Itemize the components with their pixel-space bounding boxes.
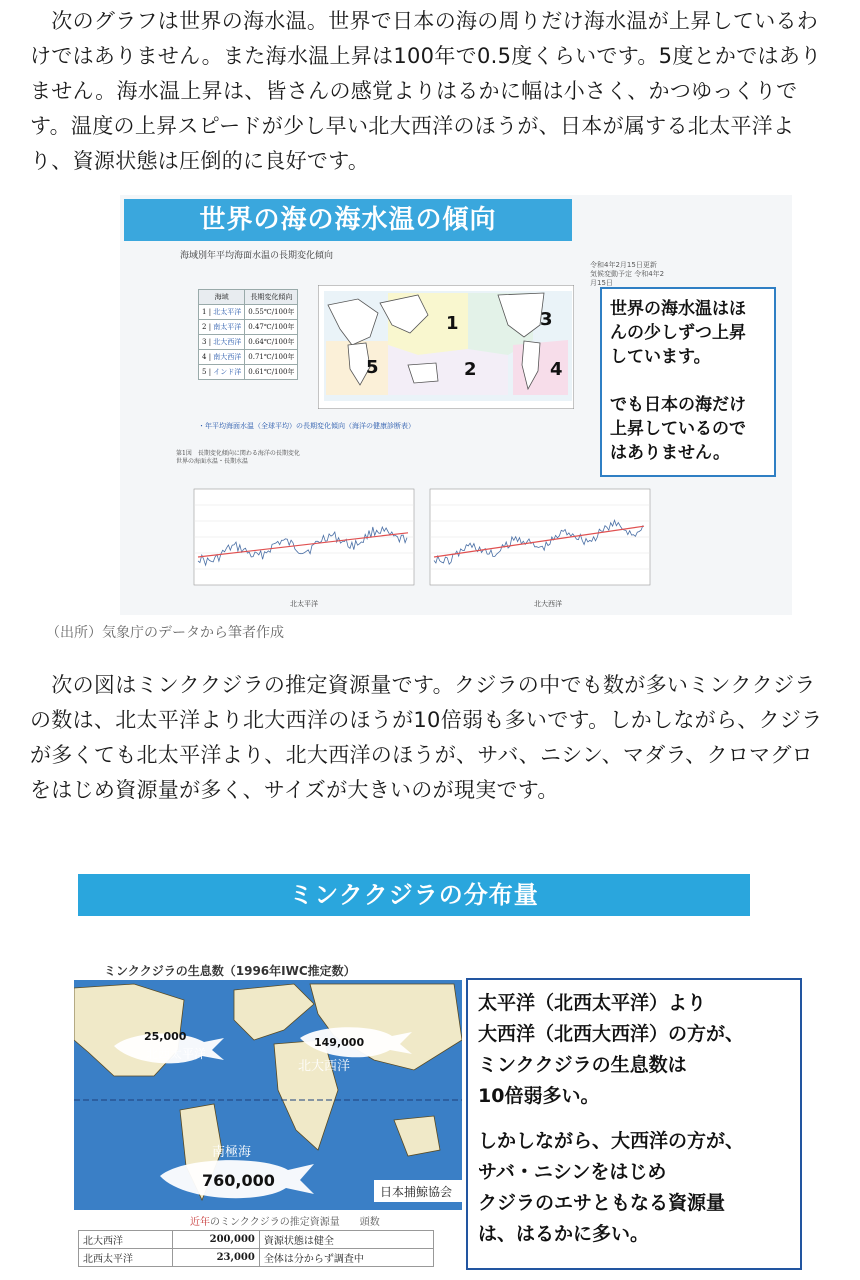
ocean-region-map — [318, 285, 574, 409]
map-title: ミンククジラの生息数（1996年IWC推定数） — [104, 964, 356, 978]
table-row: 2 | 南太平洋 0.47℃/100年 — [199, 320, 298, 335]
minke-whale-figure — [70, 870, 802, 1280]
region-label: 5 — [366, 357, 379, 378]
region-label: 3 — [540, 309, 553, 330]
region-link[interactable]: 北大西洋 — [213, 338, 242, 346]
southern-ocean-count: 760,000 — [202, 1171, 275, 1190]
nw-pacific-count: 25,000 — [144, 1030, 187, 1043]
source-label: 日本捕鯨協会 — [380, 1185, 453, 1199]
figure-2-banner: ミンククジラの分布量 — [78, 874, 750, 916]
sea-temperature-figure — [120, 195, 792, 615]
estimate-table — [78, 1230, 434, 1267]
figure-1-note — [176, 450, 300, 466]
callout-line: ミンククジラの生息数は — [478, 1054, 687, 1076]
callout-line: 世界の海水温はほ — [610, 299, 746, 319]
region-label: 4 — [550, 359, 563, 380]
region-label: 2 — [464, 359, 477, 380]
figure-1-source-caption: （出所）気象庁のデータから筆者作成 — [46, 625, 284, 641]
trend-table — [198, 289, 298, 380]
region-label: 1 — [446, 313, 459, 334]
callout-line: しています。 — [610, 347, 711, 367]
table-row: 1 | 北太平洋 0.55℃/100年 — [199, 305, 298, 320]
region-link[interactable]: 北太平洋 — [213, 308, 242, 316]
paragraph-1: 次のグラフは世界の海水温。世界で日本の海の周りだけ海水温が上昇しているわけではありません。また海水温上昇は100年で0.5度くらいです。5度とかではありません。海水温上昇は、皆さんの感覚よりはるかに幅は小さく、かつゆっくりです。温度の上昇スピードが少し早い北大西洋のほうが、日本が属する北太平洋より、資源状態は圧倒的に良好です。 — [30, 9, 822, 173]
n-atlantic-name: 北大西洋 — [298, 1059, 351, 1074]
chart-caption: 北大西洋 — [534, 600, 562, 608]
callout-line: サバ・ニシンをはじめ — [478, 1161, 667, 1183]
paragraph-2: 次の図はミンククジラの推定資源量です。クジラの中でも数が多いミンククジラの数は、北太平洋より北大西洋のほうが10倍弱も多いです。しかしながら、クジラが多くても北太平洋より、北大西洋のほうが、サバ、ニシン、マダラ、クロマグロをはじめ資源量が多く、サイズが大きいのが現実です。 — [30, 673, 823, 802]
estimate-table-title: 近年のミンククジラの推定資源量 頭数 — [190, 1217, 380, 1228]
nw-pacific-name: 北西太平洋 — [146, 1047, 207, 1061]
north-atlantic-temperature-chart — [420, 485, 656, 595]
table-row: 北大西洋 200,000 資源状態は健全 — [79, 1231, 434, 1249]
table-header: 長期変化傾向 — [245, 290, 298, 305]
callout-line: 上昇しているので — [610, 419, 746, 439]
table-row: 北西太平洋 23,000 全体は分からず調査中 — [79, 1249, 434, 1267]
callout-line: でも日本の海だけ — [610, 395, 746, 415]
callout-line: 10倍弱多い。 — [478, 1085, 600, 1107]
north-pacific-temperature-chart — [184, 485, 420, 595]
region-link[interactable]: インド洋 — [213, 368, 242, 376]
trend-note-link[interactable]: ・年平均海面水温（全球平均）の長期変化傾向（海洋の健康診断表） — [198, 422, 415, 430]
table-header: 海域 — [199, 290, 245, 305]
figure-1-subtitle: 海域別年平均海面水温の長期変化傾向 — [180, 251, 334, 261]
sea-temperature-callout — [600, 287, 776, 477]
southern-ocean-name: 南極海 — [212, 1145, 252, 1160]
date-line-1: 令和4年2月15日更新 — [590, 261, 657, 269]
figure-1-date — [590, 261, 670, 288]
callout-line: はありません。 — [610, 443, 731, 463]
callout-line: 太平洋（北西太平洋）より — [478, 992, 707, 1014]
whale-distribution-map — [74, 980, 462, 1210]
callout-line: クジラのエサともなる資源量 — [478, 1192, 726, 1214]
whale-callout — [466, 978, 802, 1270]
region-link[interactable]: 南太平洋 — [213, 323, 242, 331]
chart-caption: 北太平洋 — [290, 600, 318, 608]
table-row: 3 | 北大西洋 0.64℃/100年 — [199, 335, 298, 350]
n-atlantic-count: 149,000 — [314, 1036, 365, 1049]
table-row: 4 | 南大西洋 0.71℃/100年 — [199, 350, 298, 365]
callout-line: 大西洋（北西大西洋）の方が、 — [478, 1023, 745, 1045]
table-row: 5 | インド洋 0.61℃/100年 — [199, 365, 298, 380]
callout-line: は、はるかに多い。 — [478, 1223, 650, 1245]
note-line-2: 世界の海面水温・長期水温 — [176, 458, 249, 465]
callout-line: しかしながら、大西洋の方が、 — [478, 1130, 745, 1152]
note-line-1: 第1図 長期変化傾向に関わる海洋の長期変化 — [176, 450, 300, 457]
callout-line: んの少しずつ上昇 — [610, 323, 746, 343]
date-line-2: 気候変動予定 令和4年2月15日 — [590, 270, 665, 287]
region-link[interactable]: 南大西洋 — [213, 353, 242, 361]
figure-1-banner: 世界の海の海水温の傾向 — [124, 199, 572, 241]
